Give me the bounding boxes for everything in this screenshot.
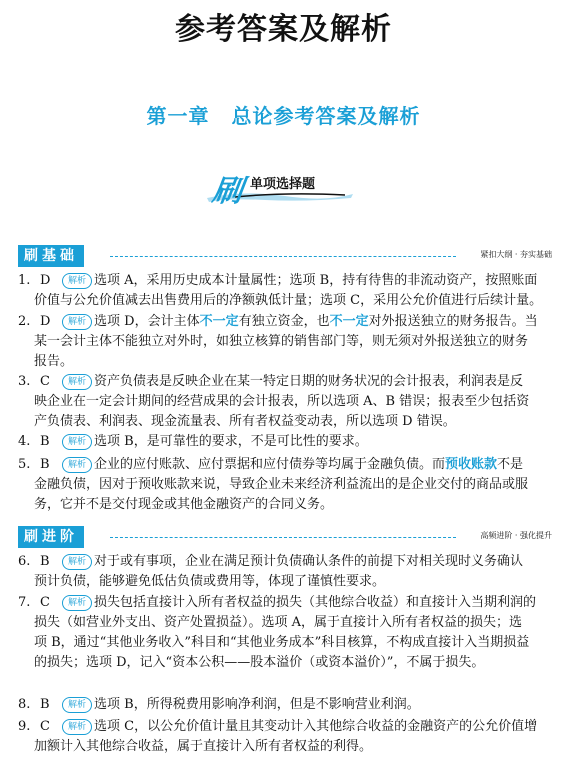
answer-item: [18, 432, 558, 452]
answer-letter: D: [40, 314, 51, 329]
answer-text: 某一会计主体不能独立对外时，如独立核算的销售部门等，则无须对外报送独立的财务: [34, 334, 529, 349]
answer-item: [18, 312, 558, 372]
question-number: 7.: [18, 595, 31, 610]
answer-text: 的损失；选项 D，记入“资本公积——股本溢价（或资本溢价）”，不属于损失。: [34, 655, 485, 670]
answer-text: 不是: [497, 457, 524, 472]
answer-item: [18, 717, 558, 757]
answer-letter: B: [40, 554, 50, 569]
question-type-label: 单项选择题: [250, 177, 316, 192]
question-type-banner: [205, 166, 365, 209]
analysis-badge: 解析: [62, 457, 92, 473]
analysis-badge: 解析: [62, 719, 92, 735]
answer-text: 有独立资金，也: [238, 314, 330, 329]
chapter-title: [0, 100, 567, 129]
answer-text: 选项 C，以公允价值计量且其变动计入其他综合收益的金融资产的公允价值增: [94, 719, 538, 734]
page-title: 参考答案及解析: [175, 12, 392, 47]
answer-text: 损失包括直接计入所有者权益的损失（其他综合收益）和直接计入当期利润的: [94, 595, 537, 610]
answer-letter: B: [40, 697, 50, 712]
answer-text: 选项 B，是可靠性的要求，不是可比性的要求。: [94, 434, 368, 449]
answer-letter: B: [40, 457, 50, 472]
question-number: 1.: [18, 273, 31, 288]
question-number: 8.: [18, 697, 31, 712]
answer-item: [18, 455, 558, 515]
answer-text: 对外报送独立的财务报告。当: [368, 314, 538, 329]
chapter-number: 第一章: [146, 104, 210, 128]
analysis-badge: 解析: [62, 374, 92, 390]
answer-text: 务，它并不是交付现金或其他金融资产的合同义务。: [34, 497, 334, 512]
section-divider: [110, 256, 456, 257]
highlight-text: 预收账款: [445, 457, 498, 472]
answer-item: [18, 372, 558, 432]
answer-letter: B: [40, 434, 50, 449]
highlight-text: 不一定: [199, 314, 239, 329]
brush-glyph: 刷: [210, 174, 245, 209]
answer-text: 预计负债，能够避免低估负债或费用等，体现了谨慎性要求。: [34, 574, 386, 589]
answer-letter: C: [40, 374, 50, 389]
section-header-basic: [18, 245, 552, 267]
section-divider: [110, 537, 456, 538]
answer-text: 映企业在一定会计期间的经营成果的会计报表，所以选项 A、B 错误；报表至少包括资: [34, 394, 530, 409]
analysis-badge: 解析: [62, 554, 92, 570]
answer-text: 价值与公允价值减去出售费用后的净额孰低计量；选项 C，采用公允价值进行后续计量。: [34, 293, 543, 308]
answer-text: 加额计入其他综合收益，属于直接计入所有者权益的利得。: [34, 739, 373, 754]
question-number: 6.: [18, 554, 31, 569]
question-number: 4.: [18, 434, 31, 449]
question-number: 2.: [18, 314, 31, 329]
section-badge-advanced: 刷进阶: [18, 526, 84, 548]
chapter-name: 总论参考答案及解析: [231, 104, 421, 128]
answer-text: 选项 D，会计主体: [94, 314, 200, 329]
answer-text: 资产负债表是反映企业在某一特定日期的财务状况的会计报表，利润表是反: [94, 374, 524, 389]
answer-letter: D: [40, 273, 51, 288]
section-header-advanced: [18, 526, 552, 548]
answer-text: 企业的应付账款、应付票据和应付债券等均属于金融负债。而: [94, 457, 446, 472]
answer-text: 金融负债，因对于预收账款来说，导致企业未来经济利益流出的是企业交付的商品或服: [34, 477, 529, 492]
section-tag-advanced: 高频进阶 · 强化提升: [480, 531, 552, 540]
answer-item: [18, 593, 558, 673]
answer-text: 对于或有事项，企业在满足预计负债确认条件的前提下对相关现时义务确认: [94, 554, 524, 569]
analysis-badge: 解析: [62, 434, 92, 450]
section-tag-basic: 紧扣大纲 · 夯实基础: [480, 250, 552, 259]
answer-text: 项 B，通过“其他业务收入”科目和“其他业务成本”科目核算，不构成直接计入当期损益: [34, 635, 530, 650]
answer-letter: C: [40, 719, 50, 734]
answer-text: 损失（如营业外支出、资产处置损益）。选项 A，属于直接计入所有者权益的损失；选: [34, 615, 523, 630]
section-badge-basic: 刷基础: [18, 245, 84, 267]
analysis-badge: 解析: [62, 314, 92, 330]
answer-item: [18, 695, 558, 715]
analysis-badge: 解析: [62, 595, 92, 611]
answer-text: 选项 B，所得税费用影响净利润，但是不影响营业利润。: [94, 697, 420, 712]
analysis-badge: 解析: [62, 697, 92, 713]
analysis-badge: 解析: [62, 273, 92, 289]
question-number: 5.: [18, 457, 31, 472]
answer-item: [18, 552, 558, 592]
question-number: 9.: [18, 719, 31, 734]
answer-letter: C: [40, 595, 50, 610]
highlight-text: 不一定: [329, 314, 369, 329]
answer-text: 产负债表、利润表、现金流量表、所有者权益变动表，所以选项 D 错误。: [34, 414, 456, 429]
answer-text: 选项 A，采用历史成本计量属性；选项 B，持有待售的非流动资产，按照账面: [94, 273, 538, 288]
question-number: 3.: [18, 374, 31, 389]
answer-item: [18, 271, 558, 311]
answer-text: 报告。: [34, 354, 74, 369]
